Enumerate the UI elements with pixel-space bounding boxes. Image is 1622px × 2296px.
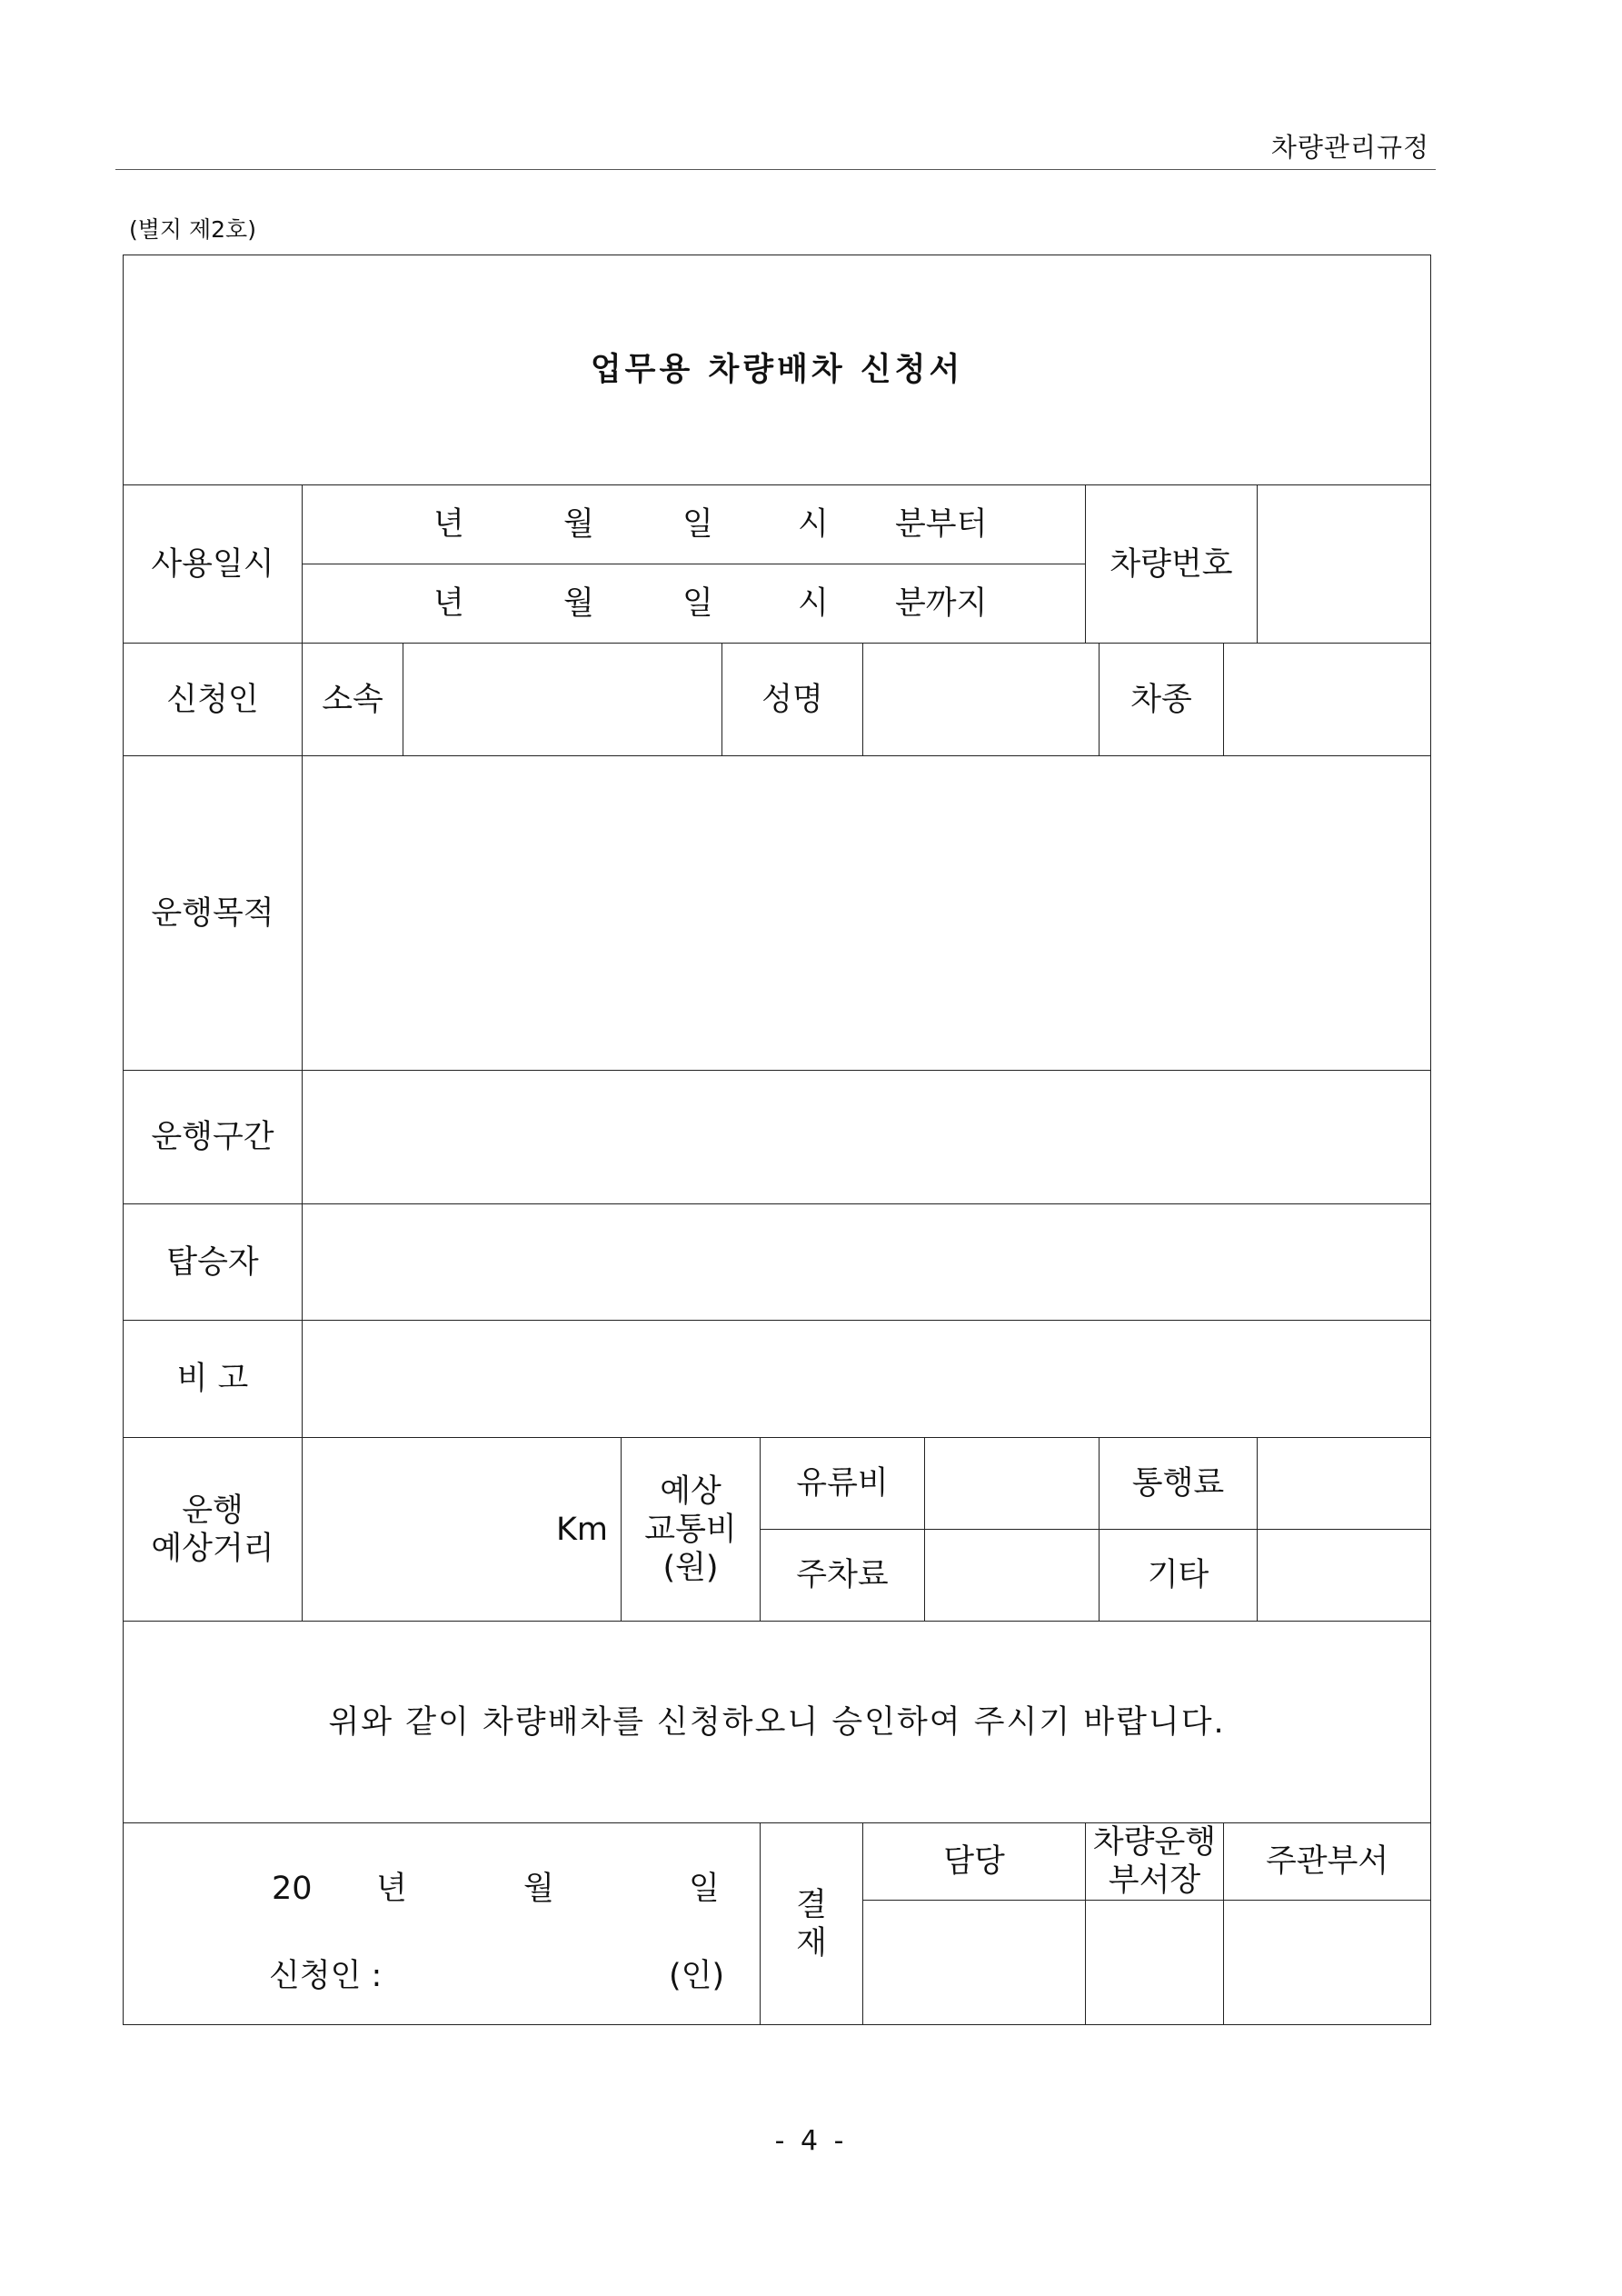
approval-label-line1: 결 xyxy=(796,1886,827,1923)
from-hour-unit: 시 xyxy=(798,506,829,543)
name-field[interactable] xyxy=(863,644,1100,756)
approval-managing-dept-sign-box[interactable] xyxy=(1224,1901,1431,2025)
usage-datetime-to-field[interactable] xyxy=(303,564,1086,644)
approval-label-line2: 재 xyxy=(796,1924,827,1962)
from-year-unit: 년 xyxy=(433,506,464,543)
signature-applicant-label: 신청인 : xyxy=(269,1957,383,1994)
approval-label xyxy=(761,1823,863,2025)
toll-field[interactable] xyxy=(1258,1438,1431,1530)
to-day-unit: 일 xyxy=(682,585,713,622)
parking-fee-label: 주차료 xyxy=(761,1530,925,1622)
approval-vehicle-dept-head-sign-box[interactable] xyxy=(1086,1901,1224,2025)
document-header-title: 차량관리규정 xyxy=(1270,132,1429,163)
parking-fee-field[interactable] xyxy=(925,1530,1100,1622)
vehicle-type-field[interactable] xyxy=(1224,644,1431,756)
other-cost-field[interactable] xyxy=(1258,1530,1431,1622)
to-minute-suffix: 분까지 xyxy=(895,585,988,622)
other-cost-label: 기타 xyxy=(1100,1530,1258,1622)
route-label: 운행구간 xyxy=(124,1071,303,1204)
vehicle-dispatch-application-form xyxy=(123,255,1431,2025)
approval-staff-sign-box[interactable] xyxy=(863,1901,1086,2025)
toll-label: 통행료 xyxy=(1100,1438,1258,1530)
approval-col2-line2: 부서장 xyxy=(1108,1862,1201,1899)
application-statement: 위와 같이 차량배차를 신청하오니 승인하여 주시기 바랍니다. xyxy=(124,1622,1431,1823)
approval-col-managing-dept: 주관부서 xyxy=(1224,1823,1431,1901)
affiliation-label: 소속 xyxy=(303,644,403,756)
vehicle-number-field[interactable] xyxy=(1258,485,1431,644)
annex-label: (별지 제2호) xyxy=(129,216,256,243)
page-number: - 4 - xyxy=(774,2125,848,2157)
passengers-label: 탑승자 xyxy=(124,1204,303,1321)
form-title: 업무용 차량배차 신청서 xyxy=(124,255,1431,485)
vehicle-type-label: 차종 xyxy=(1100,644,1224,756)
transport-cost-label xyxy=(622,1438,761,1622)
signature-year-prefix: 20 xyxy=(272,1870,313,1907)
signature-year-label: 년 xyxy=(376,1870,407,1907)
signature-month-label: 월 xyxy=(523,1870,554,1907)
from-month-unit: 월 xyxy=(563,506,594,543)
remarks-field[interactable] xyxy=(303,1321,1431,1438)
approval-col-staff: 담당 xyxy=(863,1823,1086,1901)
remarks-label: 비 고 xyxy=(124,1321,303,1438)
signature-day-label: 일 xyxy=(689,1870,720,1907)
purpose-label: 운행목적 xyxy=(124,756,303,1071)
usage-datetime-label: 사용일시 xyxy=(124,485,303,644)
to-year-unit: 년 xyxy=(433,585,464,622)
signature-seal-label: (인) xyxy=(669,1957,725,1994)
to-hour-unit: 시 xyxy=(798,585,829,622)
to-month-unit: 월 xyxy=(563,585,594,622)
signature-block xyxy=(124,1823,761,2025)
affiliation-field[interactable] xyxy=(403,644,722,756)
header-divider xyxy=(115,169,1436,170)
distance-unit: Km xyxy=(555,1511,608,1548)
fuel-cost-label: 유류비 xyxy=(761,1438,925,1530)
fuel-cost-field[interactable] xyxy=(925,1438,1100,1530)
route-field[interactable] xyxy=(303,1071,1431,1204)
passengers-field[interactable] xyxy=(303,1204,1431,1321)
applicant-label: 신청인 xyxy=(124,644,303,756)
approval-col-vehicle-dept-head xyxy=(1086,1823,1224,1901)
from-minute-suffix: 분부터 xyxy=(895,506,988,543)
purpose-field[interactable] xyxy=(303,756,1431,1071)
vehicle-number-label: 차량번호 xyxy=(1086,485,1258,644)
approval-col2-line1: 차량운행 xyxy=(1092,1824,1217,1861)
distance-label-line2: 예상거리 xyxy=(151,1530,274,1567)
distance-field[interactable] xyxy=(303,1438,622,1622)
from-day-unit: 일 xyxy=(682,506,713,543)
distance-label-line1: 운행 xyxy=(182,1492,244,1529)
transport-cost-label-line2: 교통비(원) xyxy=(644,1511,737,1586)
transport-cost-label-line1: 예상 xyxy=(660,1472,721,1510)
distance-label xyxy=(124,1438,303,1622)
name-label: 성명 xyxy=(722,644,863,756)
usage-datetime-from-field[interactable] xyxy=(303,485,1086,564)
